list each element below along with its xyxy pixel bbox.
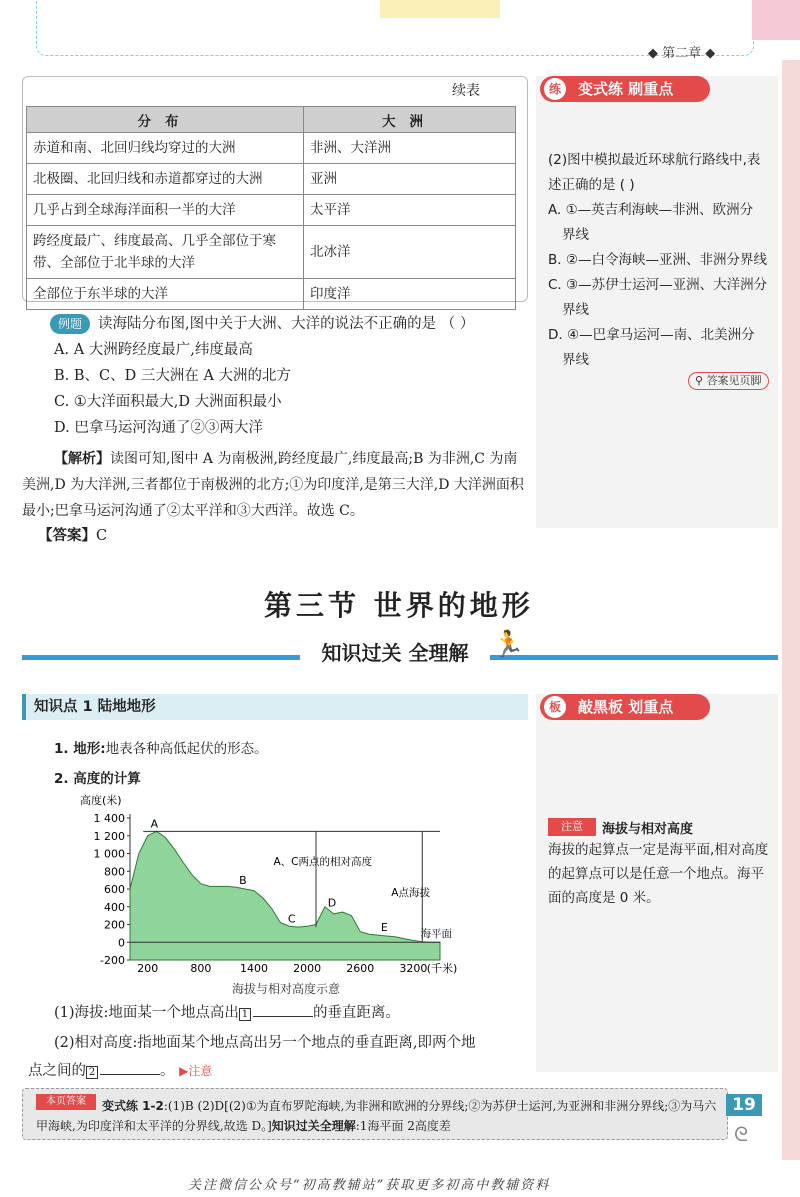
point-label: A: [150, 817, 159, 831]
note-title: 海拔与相对高度: [602, 822, 694, 837]
practice-line: (2)图中模拟最近环球航行路线中,表: [548, 152, 761, 168]
header-corner: [752, 0, 800, 40]
knowledge-item-1-text: 地表各种高低起伏的形态。: [105, 741, 268, 757]
point-label: C: [287, 912, 296, 926]
practice-line: 界线: [562, 227, 589, 243]
table-header-continent: 大洲: [304, 107, 516, 133]
answer-label: 【答案】: [38, 527, 96, 544]
practice-line: 界线: [562, 352, 589, 368]
y-tick-label: 600: [104, 883, 125, 896]
practice-line: 界线: [562, 302, 589, 318]
header-frame: [36, 0, 754, 56]
blank-1[interactable]: [253, 1016, 313, 1017]
table-cell: 亚洲: [304, 164, 516, 195]
answer-value: C: [96, 528, 108, 544]
knowledge-item-1: [54, 734, 268, 764]
example-option-b: B. B、C、D 三大洲在 A 大洲的北方: [54, 368, 292, 384]
fill-1-text-a: (1)海拔:地面某一个地点高出: [54, 1005, 239, 1021]
page-edge-strip: [782, 60, 800, 1160]
analysis-text: 读图可知,图中 A 为南极洲,跨经度最广,纬度最高;B 为非洲,C 为南美洲,D 为大洋洲,三者都位于南极洲的北方;①为印度洋,是第三大洋,D 大洋洲面积最小;巴拿马运河沟通了②太平洋和③大西洋。故选 C。: [22, 451, 524, 519]
chart-ylabel: 高度(米): [80, 794, 122, 807]
note-tag: 注意: [548, 818, 596, 836]
knowledge-body: [54, 734, 268, 794]
pin-icon: ⚲: [695, 374, 704, 387]
x-axis-label: (千米): [426, 962, 458, 975]
y-tick-label: 800: [104, 865, 125, 879]
analysis-label: 【解析】: [54, 451, 110, 467]
knowledge-point-bar: 知识点 1 陆地地形: [22, 694, 528, 720]
footer-answer-tag: 本页答案: [36, 1094, 96, 1110]
y-tick-label: 1 400: [93, 812, 125, 825]
point-label: B: [239, 874, 247, 888]
y-tick-label: 1 200: [93, 829, 125, 843]
table-cell: 太平洋: [304, 195, 516, 226]
footer-answer-text: [36, 1096, 726, 1136]
footer-practice-label: 变式练 1-2: [102, 1099, 164, 1113]
blackboard-badge: [540, 694, 710, 720]
example-analysis: [22, 446, 528, 524]
knowledge-item-1-label: 1. 地形:: [54, 741, 106, 757]
blank-2[interactable]: [100, 1074, 160, 1075]
chart-y-axis: [94, 812, 131, 967]
blackboard-badge-icon: 板: [544, 696, 566, 718]
footer-kp-text: :1海平面 2高度差: [355, 1119, 451, 1133]
answer-box-2: 2: [86, 1066, 98, 1079]
x-tick-label: 2000: [293, 962, 322, 975]
answer-box-1: 1: [239, 1008, 251, 1021]
fill-1-text-b: 的垂直距离。: [312, 1005, 400, 1021]
y-tick-label: 1 000: [93, 847, 125, 861]
altitude-chart: [60, 788, 480, 980]
answer-link-label: 答案见页脚: [706, 374, 762, 387]
y-tick-label: 400: [104, 900, 125, 914]
note-body: 海拔的起算点一定是海平面,相对高度的起算点可以是任意一个地点。海平面的高度是 0 米。: [548, 842, 769, 906]
point-label: E: [380, 921, 388, 935]
table-cell: 跨经度最广、纬度最高、几乎全部位于寒带、全部位于北半球的大洋: [27, 226, 304, 279]
table-cell: 几乎占到全球海洋面积一半的大洋: [27, 195, 304, 226]
x-tick-label: 2600: [346, 962, 375, 975]
sea-level-label: 海平面: [420, 927, 453, 940]
y-tick-label: -200: [100, 954, 125, 967]
table-header-distribution: 分布: [27, 107, 304, 133]
practice-question: [548, 148, 772, 373]
practice-badge-label: 变式练 刷重点: [578, 80, 674, 98]
banner-title: 知识过关 全理解: [300, 636, 490, 670]
chapter-label: ◆ 第二章 ◆: [648, 46, 716, 61]
x-tick-label: 3200: [399, 962, 428, 975]
relative-height-label: A、C两点的相对高度: [273, 856, 373, 869]
y-tick-label: 200: [104, 918, 125, 932]
bottom-promo-text: 关注微信公众号“初高教辅站”获取更多初高中教辅资料: [188, 1178, 551, 1193]
point-label: D: [327, 896, 337, 910]
example-option-a: A. A 大洲跨经度最广,纬度最高: [54, 342, 253, 358]
example-stem: 读海陆分布图,图中关于大洲、大洋的说法不正确的是 （ ）: [98, 316, 475, 332]
practice-line: A. ①—英吉利海峡—非洲、欧洲分: [548, 202, 754, 218]
note-link[interactable]: ▶注意: [179, 1064, 213, 1078]
section-title: 第三节 世界的地形: [264, 589, 534, 622]
x-tick-label: 1400: [240, 962, 268, 975]
table-row: [27, 195, 516, 226]
table-cell: 非洲、大洋洲: [304, 133, 516, 164]
practice-line: D. ④—巴拿马运河—南、北美洲分: [548, 327, 755, 343]
fill-2-text-c: 。: [160, 1063, 175, 1079]
continent-table: [26, 106, 516, 310]
table-row: [27, 279, 516, 310]
table-cell: 赤道和南、北回归线均穿过的大洲: [27, 133, 304, 164]
table-cell: 北冰洋: [304, 226, 516, 279]
x-tick-label: 200: [137, 962, 159, 975]
example-option-c: C. ①大洋面积最大,D 大洲面积最小: [54, 394, 282, 410]
table-cell: 全部位于东半球的大洋: [27, 279, 304, 310]
table-cell: 北极圈、北回归线和赤道都穿过的大洲: [27, 164, 304, 195]
knowledge-item-2: 2. 高度的计算: [54, 771, 141, 787]
fill-in-relative-height: (2)相对高度:指地面某个地点高出另一个地点的垂直距离,即两个地: [54, 1035, 476, 1051]
table-continued-label: 续表: [452, 83, 480, 99]
swirl-icon: ᘓ: [734, 1122, 749, 1146]
table-row: [27, 164, 516, 195]
chart-x-axis: [137, 961, 457, 975]
practice-badge: [540, 76, 710, 102]
altitude-label: A点海拔: [391, 887, 430, 900]
example-option-d: D. 巴拿马运河沟通了②③两大洋: [54, 420, 263, 436]
practice-badge-icon: 练: [544, 78, 566, 100]
practice-line: 述正确的是 ( ): [548, 177, 635, 193]
page-number: 19: [726, 1094, 762, 1116]
practice-line: B. ②—白令海峡—亚洲、非洲分界线: [548, 252, 767, 268]
footer-practice-text: :(1)B (2)D[(2)①为直布罗陀海峡,为非洲和欧洲的分界线;②为苏伊士运河,为亚洲和非洲分界线;③为马六甲海峡,为印度洋和太平洋的分界线,故选 D。]: [36, 1099, 717, 1133]
fill-2-text-b: 点之间的: [28, 1063, 86, 1079]
example-tag: 例题: [50, 314, 90, 334]
practice-line: C. ③—苏伊士运河—亚洲、大洋洲分: [548, 277, 768, 293]
fill-in-relative-height-2: [28, 1056, 212, 1086]
table-cell: 印度洋: [304, 279, 516, 310]
runner-figure-icon: 🏃: [492, 630, 525, 660]
chart-caption: 海拔与相对高度示意: [232, 982, 341, 996]
y-tick-label: 0: [118, 936, 125, 950]
footer-kp-label: 知识过关全理解: [271, 1119, 356, 1133]
table-row: [27, 226, 516, 279]
example-answer: [38, 524, 107, 545]
blackboard-badge-label: 敲黑板 划重点: [578, 698, 674, 716]
fill-in-altitude: [54, 998, 400, 1028]
answer-see-footer-link[interactable]: [688, 372, 769, 390]
table-row: [27, 133, 516, 164]
x-tick-label: 800: [190, 962, 212, 975]
